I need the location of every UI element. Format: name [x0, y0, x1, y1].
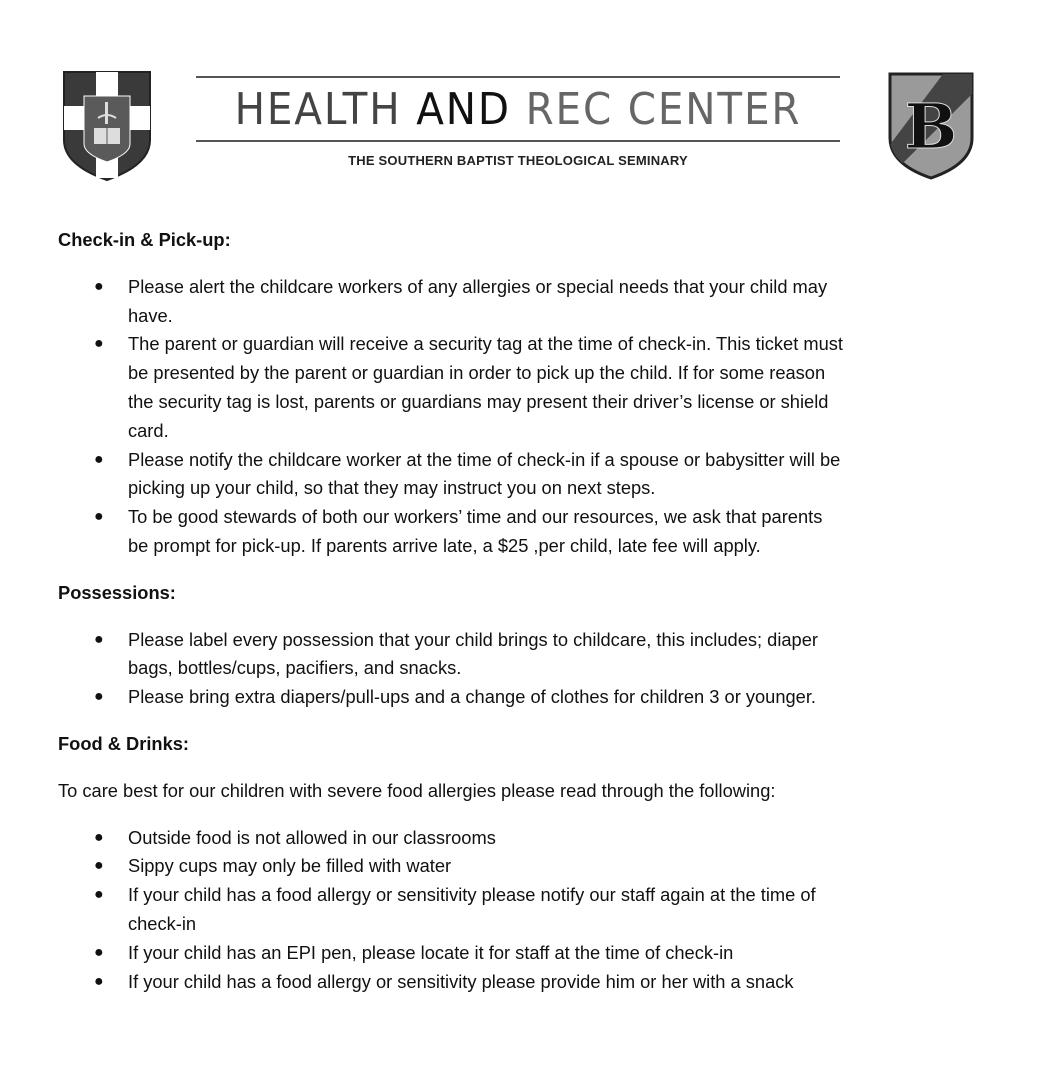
bullet-icon: ● [94, 630, 104, 648]
list-item: ● Please notify the childcare worker at the time of check-in if a spouse or babysitter will be picking up your child, so that they may instruct you on next steps. [58, 446, 998, 504]
top-rule [196, 76, 840, 78]
b-shield-logo [886, 70, 976, 182]
bullet-icon: ● [94, 857, 104, 875]
org-subtitle: THE SOUTHERN BAPTIST THEOLOGICAL SEMINARY [348, 153, 688, 168]
list-item: ● Please bring extra diapers/pull-ups and a change of clothes for children 3 or younger. [58, 683, 998, 712]
list-item: ● The parent or guardian will receive a security tag at the time of check-in. This ticket must be presented by the parent or guardian in order to pick up the child. If for some reason the security tag is lost, parents or guardians may present their driver’s license or shield card. [58, 330, 998, 445]
bullet-icon: ● [94, 972, 104, 990]
bullet-icon: ● [94, 277, 104, 295]
bullet-icon: ● [94, 943, 104, 961]
document-body [58, 226, 998, 1014]
section-heading-possessions: Possessions: [58, 581, 176, 603]
bullet-icon: ● [94, 828, 104, 846]
bullet-icon: ● [94, 886, 104, 904]
possessions-list [58, 626, 998, 712]
svg-text:B: B [904, 90, 958, 163]
bullet-icon: ● [94, 508, 104, 526]
section-heading-checkin: Check-in & Pick-up: [58, 229, 231, 250]
food-list [58, 824, 998, 997]
bullet-icon: ● [94, 450, 104, 468]
list-item: ● If your child has an EPI pen, please locate it for staff at the time of check-in [58, 939, 998, 968]
list-item: ● Please label every possession that your child brings to childcare, this includes; diaper bags, bottles/cups, pacifiers, and snacks. [58, 626, 998, 684]
bullet-icon: ● [94, 335, 104, 353]
seminary-shield-logo [62, 70, 152, 182]
checkin-list [58, 273, 998, 561]
list-item: ● If your child has a food allergy or sensitivity please provide him or her with a snack [58, 968, 998, 997]
list-item: ● If your child has a food allergy or sensitivity please notify our staff again at the time of check-in [58, 881, 998, 939]
list-item: ● Please alert the childcare workers of any allergies or special needs that your child may have. [58, 273, 998, 331]
list-item: ● To be good stewards of both our workers’ time and our resources, we ask that parents be prompt for pick-up. If parents arrive late, a $25 ,per child, late fee will apply. [58, 503, 998, 561]
bullet-icon: ● [94, 688, 104, 706]
list-item: ● Sippy cups may only be filled with water [58, 852, 998, 881]
food-intro: To care best for our children with severe food allergies please read through the following: [58, 779, 776, 801]
bottom-rule [196, 140, 840, 142]
list-item: ● Outside food is not allowed in our classrooms [58, 824, 998, 853]
letterhead [0, 0, 1046, 200]
org-title: HEALTH AND REC CENTER [234, 84, 802, 135]
section-heading-food: Food & Drinks: [58, 732, 190, 754]
